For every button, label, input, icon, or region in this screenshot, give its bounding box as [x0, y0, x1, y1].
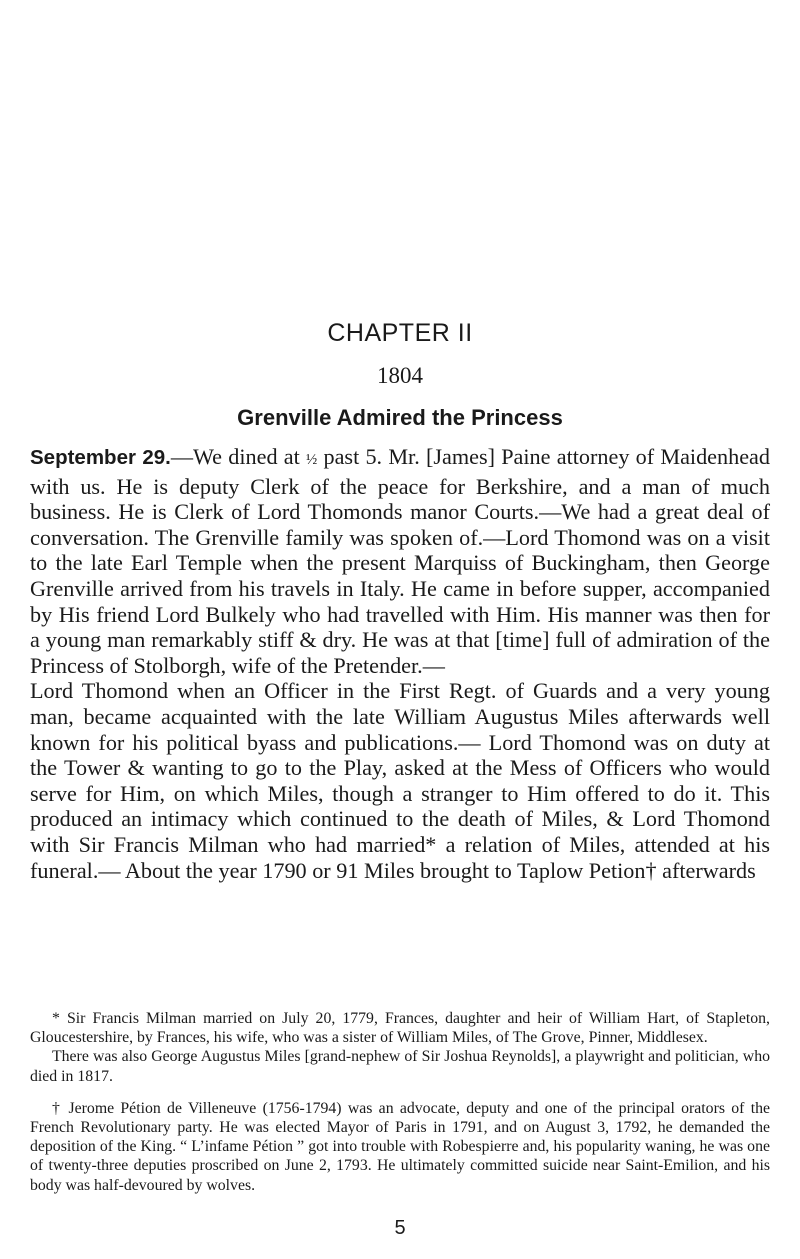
diary-entry — [30, 444, 770, 883]
entry-paragraph-1 — [30, 444, 770, 678]
entry-date: September 29. — [30, 446, 171, 469]
footnote-petion: † Jerome Pétion de Villeneuve (1756-1794) was an advocate, deputy and one of the principal orators of the French Revolutionary party. He was elected Mayor of Paris in 1791, and on August 3, 1792, he demanded the deposition of the King. “ L’infame Pétion ” got into trouble with Robespierre and, his popularity waning, he was one of twenty-three deputies proscribed on June 2, 1793. He ultimately committed suicide near Saint-Emilion, and his body was half-devoured by wolves. — [30, 1099, 770, 1194]
chapter-year: 1804 — [377, 363, 423, 388]
entry-text-continued: past 5. Mr. [James] Paine attorney of Maidenhead with us. He is deputy Clerk of the peace for Berkshire, and a man of much business. He is Clerk of Lord Thomonds manor Courts.—We had a great deal of conversation. The Grenville family was spoken of.—Lord Thomond was on a visit to the late Earl Temple when the present Marquiss of Buckingham, then George Grenville arrived from his travels in Italy. He came in before supper, accompanied by His friend Lord Bulkely who had travelled with Him. His manner was then for a young man remarkably stiff & dry. He was at that [time] full of admiration of the Princess of Stolborgh, wife of the Pretender.— — [30, 444, 770, 678]
footnote-milman: * Sir Francis Milman married on July 20, 1779, Frances, daughter and heir of William Hart, of Stapleton, Gloucestershire, by Frances, his wife, who was a sister of William Miles, of The Grove, Pinner, Middlesex. — [30, 1010, 770, 1047]
chapter-heading: CHAPTER II — [327, 319, 473, 347]
footnote-miles-playwright: There was also George Augustus Miles [grand-nephew of Sir Joshua Reynolds], a playwright and politician, who died in 1817. — [30, 1048, 770, 1085]
entry-fraction: ½ — [306, 452, 318, 468]
entry-paragraph-2: Lord Thomond when an Officer in the First Regt. of Guards and a very young man, became acquainted with the late William Augustus Miles afterwards well known for his political byass and publications.— Lord Thomond was on duty at the Tower & wanting to go to the Play, asked at the Mess of Officers who would serve for Him, on which Miles, though a stranger to Him offered to do it. This produced an intimacy which continued to the death of Miles, & Lord Thomond with Sir Francis Milman who had married* a relation of Miles, attended at his funeral.— About the year 1790 or 91 Miles brought to Taplow Petion† afterwards — [30, 678, 770, 883]
chapter-title: Grenville Admired the Princess — [237, 405, 563, 430]
entry-text-start: —We dined at — [170, 444, 307, 469]
footnotes — [30, 1009, 770, 1195]
book-page — [30, 0, 770, 1259]
page-number: 5 — [394, 1217, 406, 1239]
